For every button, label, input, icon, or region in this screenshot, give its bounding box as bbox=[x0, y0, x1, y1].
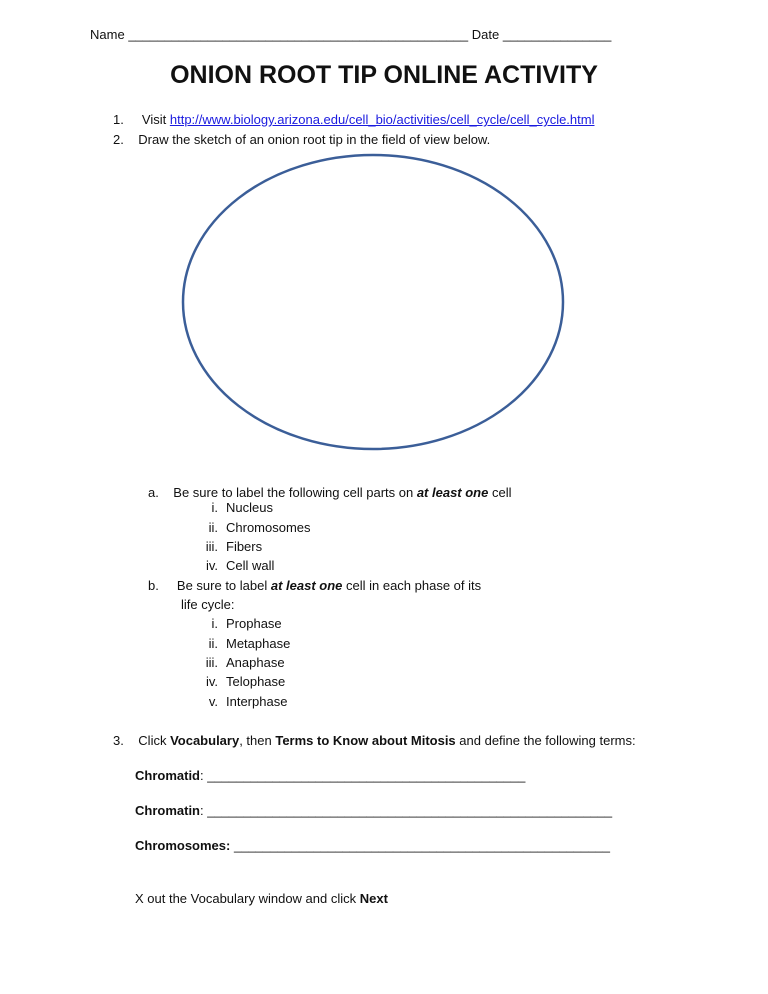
text-span: Chromosomes: bbox=[135, 838, 231, 853]
step-3 bbox=[113, 732, 636, 750]
emphasis-text: at least one bbox=[416, 485, 489, 500]
roman-item bbox=[188, 693, 287, 711]
sub-text: Be sure to label bbox=[176, 578, 271, 593]
text-span: : bbox=[200, 768, 208, 783]
text-span: iv. bbox=[205, 674, 218, 689]
sub-text: cell bbox=[488, 485, 512, 500]
term-chromosomes bbox=[135, 837, 610, 855]
sub-text: Be sure to label the following cell parts on bbox=[173, 485, 417, 500]
text-span: iii. bbox=[205, 539, 218, 554]
text-span: and define the following terms: bbox=[455, 733, 636, 748]
text-span: iii. bbox=[205, 655, 218, 670]
roman-item bbox=[188, 538, 262, 556]
text-span: i. bbox=[211, 616, 218, 631]
chromatid-field[interactable]: ____________________________________________ bbox=[207, 768, 526, 783]
text-span: Chromatin bbox=[135, 803, 200, 818]
roman-item bbox=[188, 635, 290, 653]
name-field[interactable]: _______________________________________________ bbox=[128, 27, 469, 42]
text-span: , then bbox=[239, 733, 276, 748]
text-span: Chromatid bbox=[135, 768, 200, 783]
sub-item-b bbox=[148, 577, 481, 595]
phase: Anaphase bbox=[226, 655, 285, 670]
text-span: X out the Vocabulary window and click bbox=[135, 891, 360, 906]
step-number: 2. bbox=[113, 132, 124, 147]
text-span: i. bbox=[211, 500, 218, 515]
vocabulary-label: Vocabulary bbox=[170, 733, 240, 748]
cell-part: Nucleus bbox=[226, 500, 273, 515]
field-of-view-circle bbox=[183, 155, 563, 449]
roman-item bbox=[188, 519, 311, 537]
sub-text-line2: life cycle: bbox=[181, 597, 235, 612]
roman-item bbox=[188, 557, 274, 575]
chromatin-field[interactable]: ________________________________________________________ bbox=[207, 803, 613, 818]
text-span: ii. bbox=[208, 520, 218, 535]
text-span: Click bbox=[138, 733, 171, 748]
chromosomes-field[interactable]: ____________________________________________________ bbox=[233, 838, 610, 853]
activity-link[interactable]: http://www.biology.arizona.edu/cell_bio/activities/cell_cycle/cell_cycle.html bbox=[169, 112, 595, 127]
terms-label: Terms to Know about Mitosis bbox=[275, 733, 456, 748]
step-text: Draw the sketch of an onion root tip in the field of view below. bbox=[138, 132, 491, 147]
step-number: 3. bbox=[113, 733, 124, 748]
phase: Interphase bbox=[226, 694, 288, 709]
term-chromatid bbox=[135, 767, 525, 785]
date-field[interactable]: _______________ bbox=[502, 27, 612, 42]
name-label: Name bbox=[90, 27, 125, 42]
text-span: v. bbox=[208, 694, 218, 709]
text-span bbox=[271, 578, 343, 593]
sub-letter: b. bbox=[148, 578, 159, 593]
phase: Prophase bbox=[226, 616, 282, 631]
cell-part: Chromosomes bbox=[226, 520, 311, 535]
sub-letter: a. bbox=[148, 485, 159, 500]
roman-item bbox=[188, 499, 273, 517]
step-number: 1. bbox=[113, 112, 124, 127]
text-span: : bbox=[200, 803, 208, 818]
final-instruction bbox=[135, 890, 388, 908]
date-label: Date bbox=[471, 27, 500, 42]
page-title: ONION ROOT TIP ONLINE ACTIVITY bbox=[170, 61, 598, 89]
roman-item bbox=[188, 654, 285, 672]
cell-part: Cell wall bbox=[226, 558, 275, 573]
roman-item bbox=[188, 615, 282, 633]
cell-part: Fibers bbox=[226, 539, 263, 554]
text-span bbox=[417, 485, 489, 500]
phase: Telophase bbox=[226, 674, 286, 689]
roman-item bbox=[188, 673, 285, 691]
text-span: ii. bbox=[208, 636, 218, 651]
emphasis-text: at least one bbox=[270, 578, 343, 593]
sub-text: cell in each phase of its bbox=[342, 578, 482, 593]
next-label: Next bbox=[359, 891, 388, 906]
term-chromatin bbox=[135, 802, 612, 820]
phase: Metaphase bbox=[226, 636, 291, 651]
text-span: iv. bbox=[205, 558, 218, 573]
step-text: Visit bbox=[141, 112, 167, 127]
